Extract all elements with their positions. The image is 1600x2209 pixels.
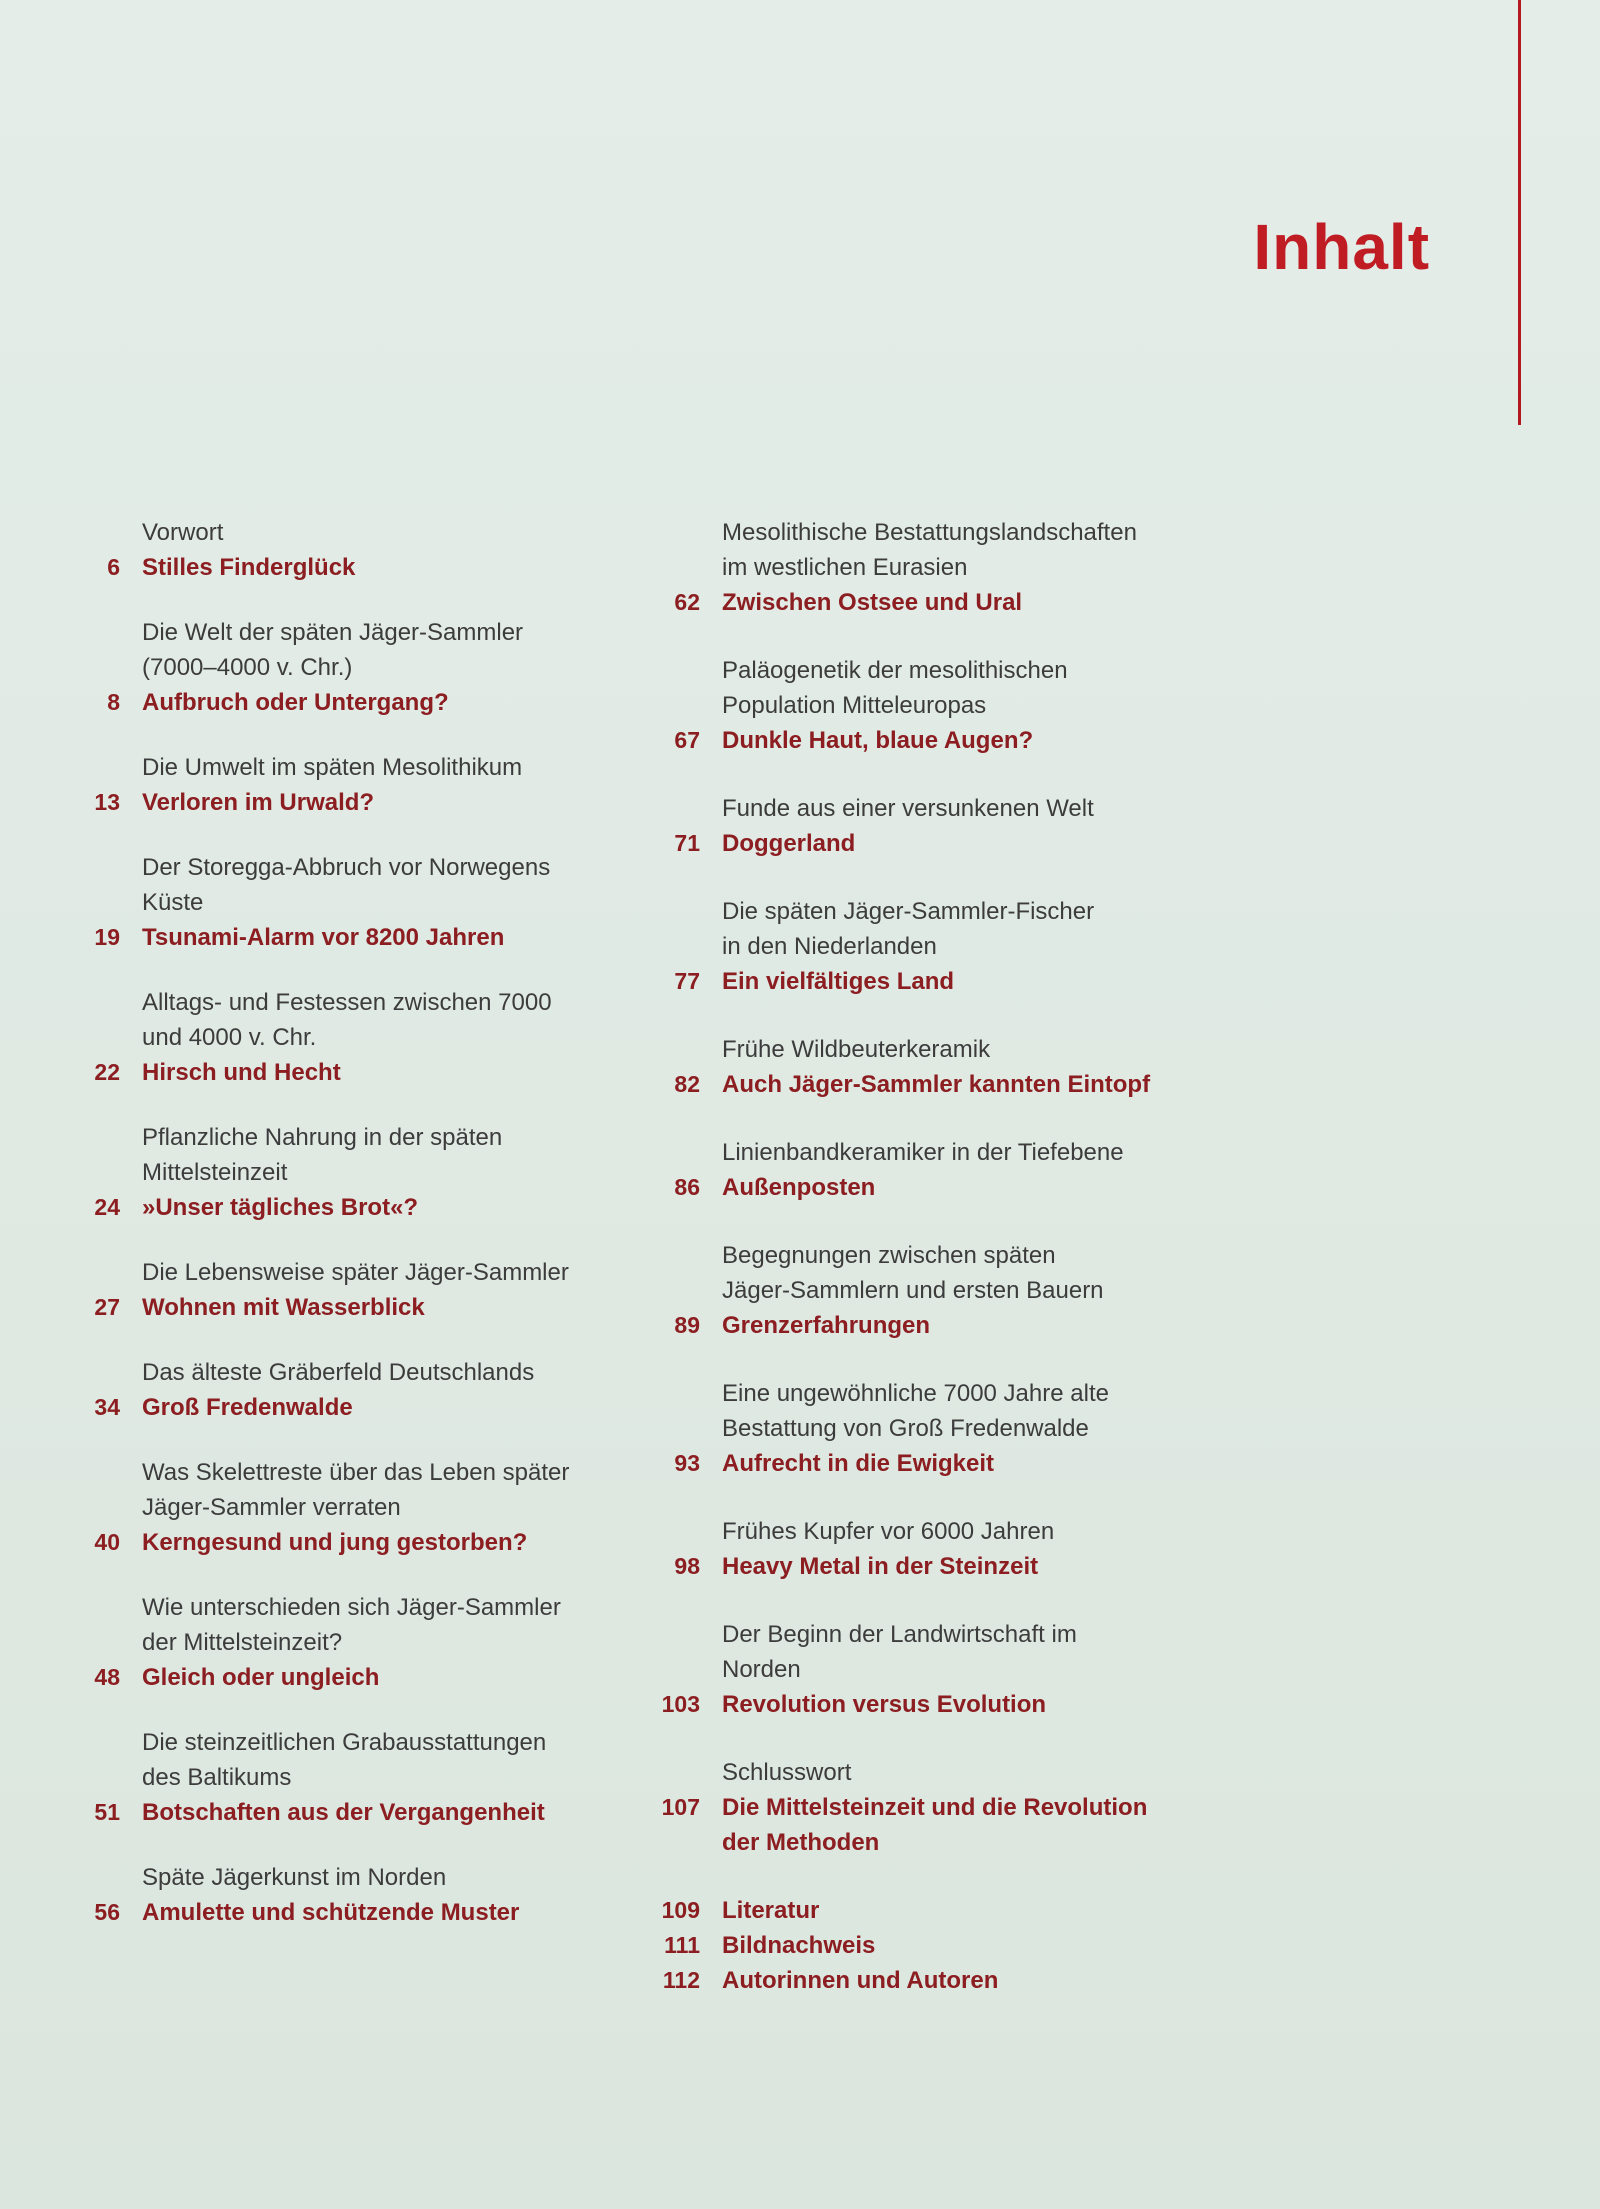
toc-page-number: 24 [94, 1194, 120, 1220]
red-vertical-rule [1518, 0, 1521, 425]
toc-entry-title-line [640, 1170, 1200, 1205]
toc-entry-subtitle: Was Skelettreste über das Leben später [142, 1459, 570, 1486]
toc-entry-title: Literatur [722, 1897, 820, 1924]
toc-page-number: 86 [674, 1174, 700, 1200]
toc-page-number: 6 [107, 554, 120, 580]
toc-entry-title-line [60, 685, 620, 720]
toc-entry-title-line [640, 826, 1200, 861]
toc-entry-title: Aufbruch oder Untergang? [142, 689, 449, 716]
toc-entry-subtitle: Linienbandkeramiker in der Tiefebene [722, 1139, 1124, 1166]
toc-entry-title: Zwischen Ostsee und Ural [722, 589, 1023, 616]
toc-entry-title-line [60, 1660, 620, 1695]
toc-page-number: 48 [94, 1664, 120, 1690]
toc-entry-title: Heavy Metal in der Steinzeit [722, 1553, 1039, 1580]
toc-column-right [640, 515, 1200, 1998]
toc-entry[interactable] [60, 850, 620, 955]
toc-page-number: 56 [94, 1899, 120, 1925]
toc-column-left [60, 515, 620, 1960]
toc-entry[interactable] [60, 1725, 620, 1830]
toc-page-number: 103 [661, 1691, 700, 1717]
toc-entry-title-line [60, 785, 620, 820]
toc-page-number: 51 [94, 1799, 120, 1825]
toc-entry[interactable] [640, 1928, 1200, 1963]
toc-entry-title-line [60, 1055, 620, 1090]
toc-entry[interactable] [640, 515, 1200, 620]
toc-entry-subtitle: Jäger-Sammler verraten [142, 1494, 401, 1521]
toc-page-number: 8 [107, 689, 120, 715]
toc-entry-subtitle: Küste [142, 889, 204, 916]
toc-page-number: 19 [94, 924, 120, 950]
toc-entry[interactable] [60, 1860, 620, 1930]
toc-entry-subtitle: Pflanzliche Nahrung in der späten [142, 1124, 503, 1151]
toc-entry-title-line [60, 550, 620, 585]
toc-entry-subtitle: Vorwort [142, 519, 224, 546]
toc-page-number: 109 [661, 1897, 700, 1923]
toc-entry-subtitle: Das älteste Gräberfeld Deutschlands [142, 1359, 535, 1386]
toc-entry-title-line [640, 1825, 1200, 1860]
toc-page-number: 93 [674, 1450, 700, 1476]
toc-entry-title: Dunkle Haut, blaue Augen? [722, 727, 1034, 754]
toc-entry-title-line [640, 1446, 1200, 1481]
toc-page-number: 98 [674, 1553, 700, 1579]
toc-entry-title-line [60, 1895, 620, 1930]
toc-entry-subtitle: Die späten Jäger-Sammler-Fischer [722, 898, 1095, 925]
toc-entry-subtitle: und 4000 v. Chr. [142, 1024, 317, 1051]
toc-entry[interactable] [640, 1032, 1200, 1102]
toc-entry[interactable] [640, 1755, 1200, 1860]
toc-entry[interactable] [60, 615, 620, 720]
toc-entry-title: Aufrecht in die Ewigkeit [722, 1450, 995, 1477]
toc-entry-title: Tsunami-Alarm vor 8200 Jahren [142, 924, 505, 951]
toc-page-number: 34 [94, 1394, 120, 1420]
toc-back-matter [640, 1893, 1200, 1998]
toc-entry-subtitle: Eine ungewöhnliche 7000 Jahre alte [722, 1380, 1109, 1407]
toc-page-number: 89 [674, 1312, 700, 1338]
toc-entry-subtitle: Mittelsteinzeit [142, 1159, 288, 1186]
toc-entry-subtitle: (7000–4000 v. Chr.) [142, 654, 353, 681]
toc-entry-subtitle: Mesolithische Bestattungslandschaften [722, 519, 1137, 546]
toc-entry-title: Doggerland [722, 830, 856, 857]
toc-entry-title-line [60, 1525, 620, 1560]
toc-entry-title: Amulette und schützende Muster [142, 1899, 520, 1926]
toc-entry-title: Die Mittelsteinzeit und die Revolution [722, 1794, 1148, 1821]
toc-page-number: 112 [662, 1967, 700, 1993]
toc-entry-title: Bildnachweis [722, 1932, 876, 1959]
toc-entry-subtitle: Die Lebensweise später Jäger-Sammler [142, 1259, 569, 1286]
toc-entry[interactable] [640, 1963, 1200, 1998]
toc-entry-title-line [640, 585, 1200, 620]
toc-entry-subtitle: Population Mitteleuropas [722, 692, 987, 719]
toc-entry-subtitle: Frühe Wildbeuterkeramik [722, 1036, 991, 1063]
toc-entry[interactable] [640, 1893, 1200, 1928]
toc-entry-subtitle: Späte Jägerkunst im Norden [142, 1864, 447, 1891]
toc-entry-subtitle: Wie unterschieden sich Jäger-Sammler [142, 1594, 561, 1621]
page-title: Inhalt [1253, 211, 1430, 283]
toc-entry[interactable] [60, 750, 620, 820]
toc-entry-title: Gleich oder ungleich [142, 1664, 380, 1691]
toc-entry-subtitle: Funde aus einer versunkenen Welt [722, 795, 1094, 822]
toc-entry-subtitle: Schlusswort [722, 1759, 852, 1786]
toc-entry-title: Autorinnen und Autoren [722, 1967, 999, 1994]
toc-entry-title: Wohnen mit Wasserblick [142, 1294, 425, 1321]
toc-entry-subtitle: Norden [722, 1656, 801, 1683]
toc-entry[interactable] [640, 1238, 1200, 1343]
toc-entry-title: Auch Jäger-Sammler kannten Eintopf [722, 1071, 1151, 1098]
toc-entry-title: der Methoden [722, 1829, 880, 1856]
toc-entry[interactable] [60, 985, 620, 1090]
toc-entry-subtitle: Die steinzeitlichen Grabausstattungen [142, 1729, 547, 1756]
toc-entry-title-line [640, 964, 1200, 999]
toc-entry-title: Kerngesund und jung gestorben? [142, 1529, 528, 1556]
toc-entry-title: Außenposten [722, 1174, 876, 1201]
toc-entry-title: Ein vielfältiges Land [722, 968, 955, 995]
toc-entry-subtitle: in den Niederlanden [722, 933, 937, 960]
toc-page-number: 71 [674, 830, 700, 856]
toc-entry-subtitle: im westlichen Eurasien [722, 554, 968, 581]
toc-entry[interactable] [60, 1455, 620, 1560]
toc-entry-title-line [60, 920, 620, 955]
toc-entry-subtitle: Der Storegga-Abbruch vor Norwegens [142, 854, 551, 881]
toc-entry[interactable] [60, 1355, 620, 1425]
toc-entry-subtitle: der Mittelsteinzeit? [142, 1629, 343, 1656]
toc-page-number: 27 [94, 1294, 120, 1320]
toc-entry-title-line [60, 1795, 620, 1830]
toc-entry[interactable] [640, 1617, 1200, 1722]
toc-entry-title: Verloren im Urwald? [142, 789, 375, 816]
toc-entry-title-line [640, 1067, 1200, 1102]
toc-entry-title: Hirsch und Hecht [142, 1059, 341, 1086]
toc-entry-subtitle: Alltags- und Festessen zwischen 7000 [142, 989, 552, 1016]
toc-entry-title-line [640, 1549, 1200, 1584]
toc-page-number: 22 [94, 1059, 120, 1085]
toc-entry[interactable] [640, 1376, 1200, 1481]
toc-entry[interactable] [60, 1255, 620, 1325]
toc-entry-title-line [60, 1390, 620, 1425]
toc-entry-title: Revolution versus Evolution [722, 1691, 1047, 1718]
toc-page-number: 40 [94, 1529, 120, 1555]
toc-entry-title-line [640, 723, 1200, 758]
toc-entry-subtitle: Bestattung von Groß Fredenwalde [722, 1415, 1089, 1442]
toc-entry[interactable] [640, 653, 1200, 758]
toc-entry[interactable] [60, 1120, 620, 1225]
toc-entry-title: Stilles Finderglück [142, 554, 356, 581]
toc-entry-title: »Unser tägliches Brot«? [142, 1194, 419, 1221]
toc-entry-subtitle: Die Welt der späten Jäger-Sammler [142, 619, 524, 646]
toc-entry-title-line [640, 1687, 1200, 1722]
toc-page-number: 82 [674, 1071, 700, 1097]
toc-page-number: 13 [94, 789, 120, 815]
toc-entry-title-line [60, 1190, 620, 1225]
toc-entry-title-line [60, 1290, 620, 1325]
toc-entry-title: Groß Fredenwalde [142, 1394, 353, 1421]
toc-entry-title: Botschaften aus der Vergangenheit [142, 1799, 545, 1826]
toc-page-number: 67 [674, 727, 700, 753]
toc-entry-title-line [640, 1790, 1200, 1825]
toc-entry-title-line [640, 1308, 1200, 1343]
toc-entry-subtitle: Paläogenetik der mesolithischen [722, 657, 1068, 684]
toc-entry-title: Grenzerfahrungen [722, 1312, 931, 1339]
toc-entry[interactable] [640, 1135, 1200, 1205]
toc-entry-subtitle: Der Beginn der Landwirtschaft im [722, 1621, 1077, 1648]
toc-entry[interactable] [60, 1590, 620, 1695]
toc-page-number: 62 [674, 589, 700, 615]
toc-entry[interactable] [640, 894, 1200, 999]
toc-page-number: 77 [674, 968, 700, 994]
toc-entry-subtitle: des Baltikums [142, 1764, 292, 1791]
toc-page-number: 107 [661, 1794, 700, 1820]
toc-entry[interactable] [60, 515, 620, 585]
toc-entry[interactable] [640, 1514, 1200, 1584]
toc-entry[interactable] [640, 791, 1200, 861]
toc-entry-subtitle: Begegnungen zwischen späten [722, 1242, 1056, 1269]
toc-entry-subtitle: Jäger-Sammlern und ersten Bauern [722, 1277, 1104, 1304]
toc-page-number: 111 [664, 1932, 700, 1958]
toc-entry-subtitle: Die Umwelt im späten Mesolithikum [142, 754, 523, 781]
toc-entry-subtitle: Frühes Kupfer vor 6000 Jahren [722, 1518, 1055, 1545]
